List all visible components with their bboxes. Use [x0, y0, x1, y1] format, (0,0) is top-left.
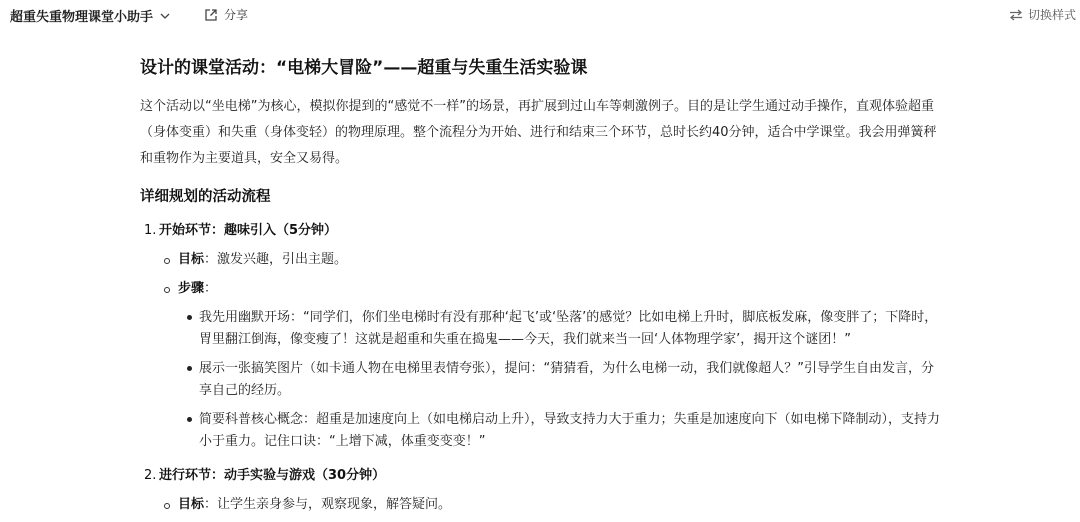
hollow-bullet-icon — [164, 287, 170, 293]
app-title: 超重失重物理课堂小助手 — [10, 10, 154, 25]
bullet-text: 展示一张搞笑图片（如卡通人物在电梯里表情夸张），提问：“猜猜看，为什么电梯一动，我们就像超人？”引导学生自由发言，分享自己的经历。 — [199, 361, 934, 398]
switch-style-button[interactable] — [1009, 6, 1076, 23]
sub-list-item-steps — [140, 278, 940, 300]
bullet-item — [140, 307, 940, 351]
switch-style-label: 切换样式 — [1027, 8, 1076, 22]
goal-text: ：激发兴趣，引出主题。 — [204, 252, 348, 267]
hollow-bullet-icon — [164, 258, 170, 264]
bullet-dot-icon — [187, 315, 192, 320]
sub-list-item-goal — [140, 494, 940, 516]
switch-icon — [1009, 9, 1023, 21]
bullet-item — [140, 409, 940, 453]
bullet-text: 我先用幽默开场：“同学们，你们坐电梯时有没有那种‘起飞’或‘坠落’的感觉？比如电梯上升时，脚底板发麻，像变胖了；下降时，胃里翻江倒海，像变瘦了！这就是超重和失重在捣鬼——今天，我们就来当一回‘人体物理学家’，揭开这个谜团！” — [199, 310, 938, 347]
ordered-list-item — [140, 465, 940, 487]
steps-colon: ： — [204, 281, 218, 296]
ordered-list-item — [140, 220, 940, 242]
steps-label: 步骤 — [178, 281, 205, 296]
doc-title: 设计的课堂活动：“电梯大冒险”——超重与失重生活实验课 — [140, 58, 588, 78]
top-bar — [0, 0, 1080, 30]
bullet-dot-icon — [187, 417, 192, 422]
intro-paragraph: 这个活动以“坐电梯”为核心，模拟你提到的“感觉不一样”的场景，再扩展到过山车等刺激例子。目的是让学生通过动手操作，直观体验超重（身体变重）和失重（身体变轻）的物理原理。整个流程分为开始、进行和结束三个环节，总时长约40分钟，适合中学课堂。我会用弹簧秤和重物作为主要道具，安全又易得。 — [140, 99, 937, 166]
bullet-dot-icon — [187, 366, 192, 371]
goal-label: 目标 — [178, 252, 205, 267]
document-content — [140, 40, 940, 516]
list-number: 2. — [144, 468, 157, 483]
hollow-bullet-icon — [164, 503, 170, 509]
step-title: 开始环节：趣味引入（5分钟） — [159, 223, 338, 238]
step-title: 进行环节：动手实验与游戏（30分钟） — [159, 468, 386, 483]
sub-list-item-goal — [140, 249, 940, 271]
list-number: 1. — [144, 223, 157, 238]
bullet-item — [140, 358, 940, 402]
section-heading: 详细规划的活动流程 — [140, 189, 271, 205]
bullet-text: 简要科普核心概念：超重是加速度向上（如电梯启动上升），导致支持力大于重力；失重是加速度向下（如电梯下降制动），支持力小于重力。记住口诀：“上增下减，体重变变变！” — [199, 412, 941, 449]
goal-label: 目标 — [178, 497, 205, 512]
chevron-down-icon — [159, 10, 171, 22]
share-label: 分享 — [224, 8, 249, 22]
goal-text: ：让学生亲身参与，观察现象，解答疑问。 — [204, 497, 452, 512]
share-icon — [204, 8, 218, 22]
app-title-dropdown[interactable] — [10, 6, 171, 25]
share-button[interactable] — [204, 6, 248, 23]
